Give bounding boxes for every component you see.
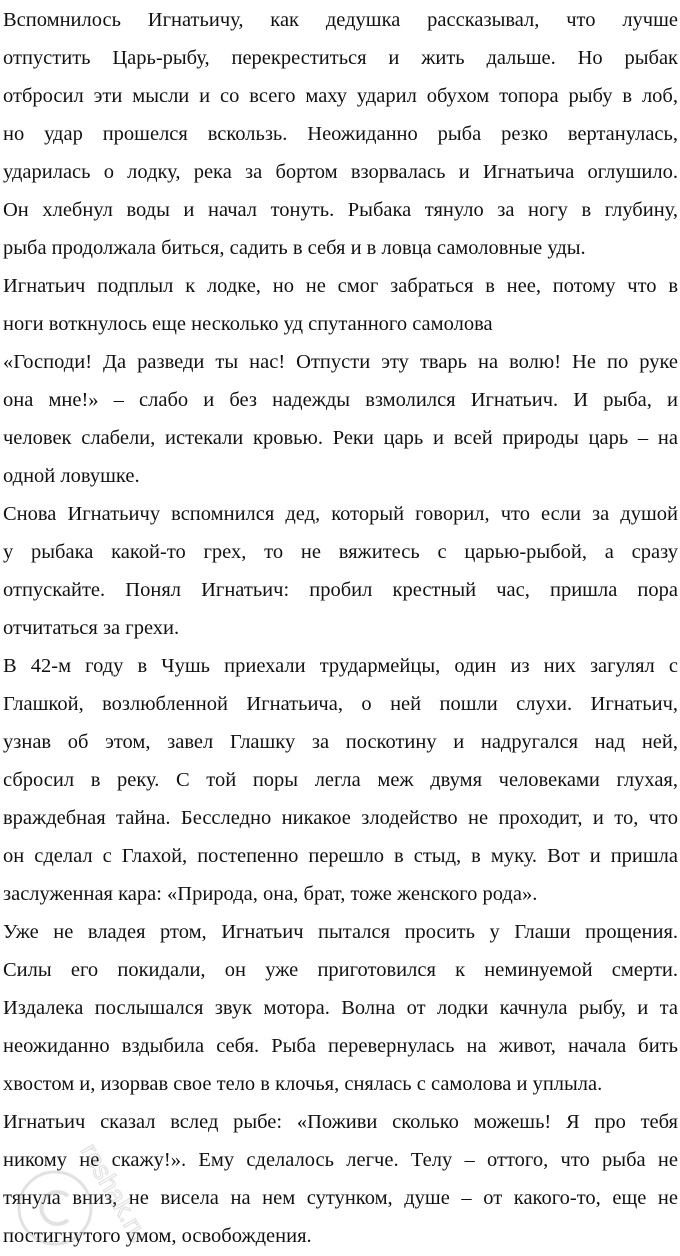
paragraph xyxy=(3,1,678,267)
text-line: хвостом и, изорвав свое тело в клочья, снялась с самолова и уплыла. xyxy=(3,1073,603,1095)
text-line: узнав об этом, завел Глашку за поскотину и надругался над ней, xyxy=(3,731,678,753)
text-line: у рыбака какой-то грех, то не вяжитесь с царью-рыбой, а сразу xyxy=(3,541,678,563)
text-line: Силы его покидали, он уже приготовился к неминуемой смерти. xyxy=(3,959,678,981)
text-line: Снова Игнатьичу вспомнился дед, который говорил, что если за душой xyxy=(3,503,678,525)
document-body xyxy=(3,1,678,1255)
text-line: Глашкой, возлюбленной Игнатьича, о ней пошли слухи. Игнатьич, xyxy=(3,693,678,715)
text-line: тянула вниз, не висела на нем сутунком, душе – от какого-то, еще не xyxy=(3,1187,678,1209)
text-line: постигнутого умом, освобождения. xyxy=(3,1225,312,1247)
text-line: он сделал с Глахой, постепенно перешло в стыд, в муку. Вот и пришла xyxy=(3,845,678,867)
text-line: ноги воткнулось еще несколько уд спутанного самолова xyxy=(3,313,493,335)
paragraph xyxy=(3,495,678,647)
text-line: отчитаться за грехи. xyxy=(3,617,180,639)
text-line: Игнатьич сказал вслед рыбе: «Поживи сколько можешь! Я про тебя xyxy=(3,1111,678,1133)
paragraph xyxy=(3,913,678,1103)
text-line: одной ловушке. xyxy=(3,465,140,487)
text-line: Уже не владея ртом, Игнатьич пытался просить у Глаши прощения. xyxy=(3,921,678,943)
text-line: сбросил в реку. С той поры легла меж двумя человеками глухая, xyxy=(3,769,678,791)
text-line: В 42-м году в Чушь приехали трудармейцы, один из них загулял с xyxy=(3,655,678,677)
text-line: Издалека послышался звук мотора. Волна от лодки качнула рыбу, и та xyxy=(3,997,678,1019)
text-line: отбросил эти мысли и со всего маху ударил обухом топора рыбу в лоб, xyxy=(3,85,678,107)
text-line: заслуженная кара: «Природа, она, брат, тоже женского рода». xyxy=(3,883,538,905)
text-line: человек слабели, истекали кровью. Реки царь и всей природы царь – на xyxy=(3,427,678,449)
text-line: отпустить Царь-рыбу, перекреститься и жить дальше. Но рыбак xyxy=(3,47,678,69)
paragraph xyxy=(3,267,678,343)
paragraph xyxy=(3,647,678,913)
text-line: Игнатьич подплыл к лодке, но не смог забраться в нее, потому что в xyxy=(3,275,678,297)
text-line: Вспомнилось Игнатьичу, как дедушка рассказывал, что лучше xyxy=(3,9,678,31)
text-line: никому не скажу!». Ему сделалось легче. Телу – оттого, что рыба не xyxy=(3,1149,678,1171)
text-line: ударилась о лодку, река за бортом взорвалась и Игнатьича оглушило. xyxy=(3,161,678,183)
text-line: она мне!» – слабо и без надежды взмолился Игнатьич. И рыба, и xyxy=(3,389,678,411)
text-line: неожиданно вздыбила себя. Рыба перевернулась на живот, начала бить xyxy=(3,1035,678,1057)
text-line: но удар прошелся вскользь. Неожиданно рыба резко вертанулась, xyxy=(3,123,678,145)
text-line: рыба продолжала биться, садить в себя и в ловца самоловные уды. xyxy=(3,237,586,259)
svg-text:reshak.ru: reshak.ru xyxy=(74,1138,155,1247)
paragraph xyxy=(3,1103,678,1255)
text-line: враждебная тайна. Бесследно никакое злодейство не проходит, и то, что xyxy=(3,807,678,829)
paragraph xyxy=(3,343,678,495)
text-line: Он хлебнул воды и начал тонуть. Рыбака тянуло за ногу в глубину, xyxy=(3,199,678,221)
text-line: отпускайте. Понял Игнатьич: пробил крестный час, пришла пора xyxy=(3,579,678,601)
text-line: «Господи! Да разведи ты нас! Отпусти эту тварь на волю! Не по руке xyxy=(3,351,678,373)
